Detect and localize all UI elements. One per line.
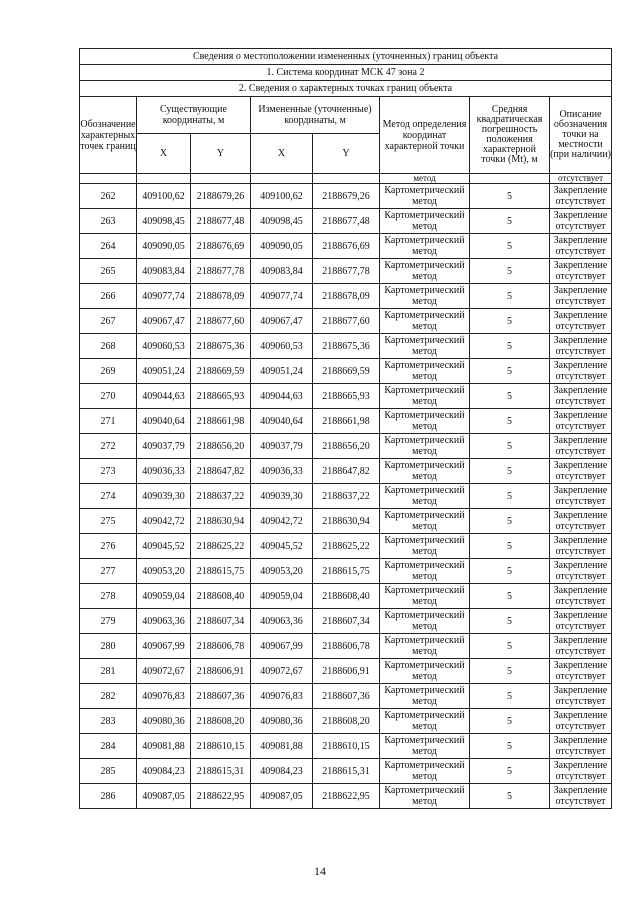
cell-method: Картометрический метод: [380, 434, 470, 459]
cell-precision: 5: [470, 509, 550, 534]
cell-existing-y: 2188622,95: [191, 784, 251, 809]
cell-description: Закрепление отсутствует: [550, 434, 612, 459]
cell-existing-x: 409044,63: [137, 384, 191, 409]
header-method: Метод определения координат характерной точки: [380, 97, 470, 174]
cell-existing-y: 2188608,40: [191, 584, 251, 609]
cell-existing-x: 409059,04: [137, 584, 191, 609]
cell-point-id: 263: [80, 209, 137, 234]
cell-description: Закрепление отсутствует: [550, 584, 612, 609]
cell-changed-y: 2188606,91: [313, 659, 380, 684]
cell-existing-y: 2188610,15: [191, 734, 251, 759]
table-row: [80, 734, 612, 759]
cell-method: Картометрический метод: [380, 359, 470, 384]
cell-precision: 5: [470, 484, 550, 509]
cell-description: Закрепление отсутствует: [550, 359, 612, 384]
cell-point-id: 262: [80, 184, 137, 209]
cell-method: Картометрический метод: [380, 559, 470, 584]
cell-empty: [137, 174, 191, 184]
cell-changed-y: 2188625,22: [313, 534, 380, 559]
cell-point-id: 280: [80, 634, 137, 659]
cell-existing-x: 409053,20: [137, 559, 191, 584]
table-row: [80, 509, 612, 534]
cell-description: Закрепление отсутствует: [550, 284, 612, 309]
cell-point-id: 270: [80, 384, 137, 409]
cell-existing-x: 409067,47: [137, 309, 191, 334]
cell-changed-y: 2188665,93: [313, 384, 380, 409]
cell-method: Картометрический метод: [380, 409, 470, 434]
cell-changed-y: 2188677,78: [313, 259, 380, 284]
cell-description: Закрепление отсутствует: [550, 334, 612, 359]
cell-existing-y: 2188615,75: [191, 559, 251, 584]
cell-point-id: 265: [80, 259, 137, 284]
cell-description: Закрепление отсутствует: [550, 184, 612, 209]
cell-precision: 5: [470, 359, 550, 384]
cell-changed-x: 409039,30: [251, 484, 313, 509]
table-row: [80, 284, 612, 309]
cell-precision: 5: [470, 734, 550, 759]
cell-precision: 5: [470, 234, 550, 259]
header-point: Обозначение характерных точек границ: [80, 97, 137, 174]
cell-existing-y: 2188677,60: [191, 309, 251, 334]
cell-changed-x: 409072,67: [251, 659, 313, 684]
cell-point-id: 278: [80, 584, 137, 609]
cell-changed-y: 2188615,75: [313, 559, 380, 584]
cell-existing-x: 409077,74: [137, 284, 191, 309]
cell-description: Закрепление отсутствует: [550, 409, 612, 434]
cell-point-id: 271: [80, 409, 137, 434]
cell-existing-y: 2188608,20: [191, 709, 251, 734]
cell-existing-y: 2188606,78: [191, 634, 251, 659]
cell-existing-y: 2188607,34: [191, 609, 251, 634]
cell-point-id: 281: [80, 659, 137, 684]
cell-method: Картометрический метод: [380, 634, 470, 659]
cell-description: Закрепление отсутствует: [550, 484, 612, 509]
cell-changed-x: 409060,53: [251, 334, 313, 359]
cell-point-id: 275: [80, 509, 137, 534]
cell-point-id: 276: [80, 534, 137, 559]
cell-existing-x: 409051,24: [137, 359, 191, 384]
table-row-continued: [80, 174, 612, 184]
cell-point-id: 268: [80, 334, 137, 359]
cell-changed-x: 409044,63: [251, 384, 313, 409]
cell-precision: 5: [470, 209, 550, 234]
cell-description: Закрепление отсутствует: [550, 309, 612, 334]
cell-empty: [470, 174, 550, 184]
page-number: 14: [314, 864, 326, 878]
cell-point-id: 282: [80, 684, 137, 709]
cell-method: Картометрический метод: [380, 509, 470, 534]
cell-changed-y: 2188608,40: [313, 584, 380, 609]
cell-precision: 5: [470, 259, 550, 284]
cell-existing-x: 409084,23: [137, 759, 191, 784]
cell-existing-y: 2188677,78: [191, 259, 251, 284]
cell-existing-x: 409040,64: [137, 409, 191, 434]
cell-changed-x: 409040,64: [251, 409, 313, 434]
cell-existing-y: 2188676,69: [191, 234, 251, 259]
cell-description: Закрепление отсутствует: [550, 259, 612, 284]
cell-changed-y: 2188608,20: [313, 709, 380, 734]
header-description: Описание обозначения точки на местности (при наличии): [550, 97, 612, 174]
cell-changed-y: 2188677,60: [313, 309, 380, 334]
cell-existing-y: 2188615,31: [191, 759, 251, 784]
cell-description: Закрепление отсутствует: [550, 734, 612, 759]
cell-existing-y: 2188607,36: [191, 684, 251, 709]
header-existing: Существующие координаты, м: [137, 97, 251, 134]
cell-method: Картометрический метод: [380, 484, 470, 509]
cell-precision: 5: [470, 459, 550, 484]
cell-point-id: 264: [80, 234, 137, 259]
cell-changed-y: 2188675,36: [313, 334, 380, 359]
table-row: [80, 434, 612, 459]
cell-method: Картометрический метод: [380, 709, 470, 734]
cell-method: Картометрический метод: [380, 534, 470, 559]
table-row: [80, 184, 612, 209]
table-row: [80, 334, 612, 359]
cell-existing-x: 409090,05: [137, 234, 191, 259]
cell-changed-x: 409081,88: [251, 734, 313, 759]
cell-existing-y: 2188630,94: [191, 509, 251, 534]
table-row: [80, 559, 612, 584]
cell-changed-x: 409053,20: [251, 559, 313, 584]
cell-method: Картометрический метод: [380, 659, 470, 684]
cell-changed-y: 2188678,09: [313, 284, 380, 309]
cell-precision: 5: [470, 684, 550, 709]
cell-changed-x: 409037,79: [251, 434, 313, 459]
cell-changed-x: 409080,36: [251, 709, 313, 734]
table-row: [80, 459, 612, 484]
cell-existing-y: 2188661,98: [191, 409, 251, 434]
cell-method: Картометрический метод: [380, 784, 470, 809]
cell-changed-x: 409036,33: [251, 459, 313, 484]
table-row: [80, 409, 612, 434]
table-row: [80, 784, 612, 809]
cell-existing-x: 409072,67: [137, 659, 191, 684]
cell-changed-x: 409098,45: [251, 209, 313, 234]
cell-precision: 5: [470, 784, 550, 809]
cell-changed-x: 409083,84: [251, 259, 313, 284]
boundary-points-table: [79, 48, 612, 809]
cell-changed-x: 409087,05: [251, 784, 313, 809]
cell-point-id: 285: [80, 759, 137, 784]
cell-precision: 5: [470, 284, 550, 309]
cell-changed-x: 409045,52: [251, 534, 313, 559]
cell-method: Картометрический метод: [380, 259, 470, 284]
cell-method: Картометрический метод: [380, 584, 470, 609]
cell-changed-x: 409063,36: [251, 609, 313, 634]
cell-empty: [251, 174, 313, 184]
cell-precision: 5: [470, 659, 550, 684]
cell-point-id: 274: [80, 484, 137, 509]
cell-method: Картометрический метод: [380, 309, 470, 334]
cell-empty: [313, 174, 380, 184]
cell-existing-x: 409036,33: [137, 459, 191, 484]
table-row: [80, 759, 612, 784]
cell-description: Закрепление отсутствует: [550, 384, 612, 409]
cell-changed-y: 2188679,26: [313, 184, 380, 209]
cell-description: Закрепление отсутствует: [550, 659, 612, 684]
cell-existing-x: 409076,83: [137, 684, 191, 709]
cell-changed-x: 409084,23: [251, 759, 313, 784]
header-existing-x: X: [137, 134, 191, 174]
table-row: [80, 634, 612, 659]
cell-existing-y: 2188678,09: [191, 284, 251, 309]
cell-point-id: 286: [80, 784, 137, 809]
coordinate-system-row: 1. Система координат МСК 47 зона 2: [80, 65, 612, 81]
cell-existing-x: 409100,62: [137, 184, 191, 209]
header-precision: Средняя квадратическая погрешность положения характерной точки (Mt), м: [470, 97, 550, 174]
cell-description: Закрепление отсутствует: [550, 559, 612, 584]
table-row: [80, 584, 612, 609]
cell-description: Закрепление отсутствует: [550, 209, 612, 234]
table-row: [80, 659, 612, 684]
cell-method: Картометрический метод: [380, 684, 470, 709]
cell-precision: 5: [470, 184, 550, 209]
cell-existing-y: 2188606,91: [191, 659, 251, 684]
cell-existing-x: 409081,88: [137, 734, 191, 759]
cell-precision: 5: [470, 384, 550, 409]
cell-existing-x: 409060,53: [137, 334, 191, 359]
cell-changed-x: 409076,83: [251, 684, 313, 709]
cell-point-id: 273: [80, 459, 137, 484]
cell-point-id: 279: [80, 609, 137, 634]
table-row: [80, 709, 612, 734]
header-changed-x: X: [251, 134, 313, 174]
cell-method: Картометрический метод: [380, 334, 470, 359]
table-row: [80, 484, 612, 509]
cell-existing-y: 2188679,26: [191, 184, 251, 209]
cell-method: Картометрический метод: [380, 734, 470, 759]
cell-precision: 5: [470, 409, 550, 434]
cell-precision: 5: [470, 434, 550, 459]
table-row: [80, 234, 612, 259]
cell-method: Картометрический метод: [380, 234, 470, 259]
cell-changed-x: 409090,05: [251, 234, 313, 259]
cell-point-id: 267: [80, 309, 137, 334]
cell-changed-y: 2188622,95: [313, 784, 380, 809]
cell-description: Закрепление отсутствует: [550, 634, 612, 659]
cell-point-id: 284: [80, 734, 137, 759]
table-row: [80, 259, 612, 284]
cell-changed-y: 2188615,31: [313, 759, 380, 784]
cell-empty: [191, 174, 251, 184]
cell-precision: 5: [470, 309, 550, 334]
table-row: [80, 534, 612, 559]
cell-description-continued: отсутствует: [550, 174, 612, 184]
cell-existing-x: 409098,45: [137, 209, 191, 234]
cell-precision: 5: [470, 559, 550, 584]
cell-existing-x: 409039,30: [137, 484, 191, 509]
cell-changed-y: 2188676,69: [313, 234, 380, 259]
cell-method: Картометрический метод: [380, 759, 470, 784]
cell-existing-x: 409067,99: [137, 634, 191, 659]
cell-description: Закрепление отсутствует: [550, 509, 612, 534]
cell-existing-y: 2188665,93: [191, 384, 251, 409]
cell-existing-y: 2188677,48: [191, 209, 251, 234]
table-row: [80, 309, 612, 334]
cell-point-id: 272: [80, 434, 137, 459]
cell-changed-y: 2188661,98: [313, 409, 380, 434]
cell-point-id: 283: [80, 709, 137, 734]
cell-method: Картометрический метод: [380, 209, 470, 234]
cell-changed-y: 2188647,82: [313, 459, 380, 484]
cell-method: Картометрический метод: [380, 184, 470, 209]
cell-description: Закрепление отсутствует: [550, 459, 612, 484]
cell-existing-x: 409063,36: [137, 609, 191, 634]
section-heading: 2. Сведения о характерных точках границ объекта: [80, 81, 612, 97]
cell-existing-x: 409037,79: [137, 434, 191, 459]
cell-changed-x: 409067,99: [251, 634, 313, 659]
cell-changed-y: 2188630,94: [313, 509, 380, 534]
cell-point-id: 277: [80, 559, 137, 584]
cell-existing-x: 409045,52: [137, 534, 191, 559]
cell-point-id: 266: [80, 284, 137, 309]
header-changed: Измененные (уточненные) координаты, м: [251, 97, 380, 134]
cell-method-continued: метод: [380, 174, 470, 184]
cell-existing-x: 409042,72: [137, 509, 191, 534]
cell-existing-y: 2188656,20: [191, 434, 251, 459]
cell-existing-y: 2188637,22: [191, 484, 251, 509]
cell-description: Закрепление отсутствует: [550, 709, 612, 734]
cell-method: Картометрический метод: [380, 459, 470, 484]
cell-changed-y: 2188606,78: [313, 634, 380, 659]
cell-precision: 5: [470, 584, 550, 609]
cell-changed-x: 409042,72: [251, 509, 313, 534]
cell-changed-y: 2188610,15: [313, 734, 380, 759]
cell-changed-x: 409100,62: [251, 184, 313, 209]
cell-precision: 5: [470, 334, 550, 359]
cell-changed-x: 409077,74: [251, 284, 313, 309]
cell-existing-x: 409083,84: [137, 259, 191, 284]
cell-existing-y: 2188675,36: [191, 334, 251, 359]
cell-changed-y: 2188669,59: [313, 359, 380, 384]
cell-changed-x: 409059,04: [251, 584, 313, 609]
header-changed-y: Y: [313, 134, 380, 174]
cell-changed-y: 2188656,20: [313, 434, 380, 459]
table-row: [80, 209, 612, 234]
cell-changed-y: 2188607,34: [313, 609, 380, 634]
cell-changed-x: 409067,47: [251, 309, 313, 334]
cell-method: Картометрический метод: [380, 384, 470, 409]
cell-description: Закрепление отсутствует: [550, 609, 612, 634]
table-row: [80, 384, 612, 409]
cell-description: Закрепление отсутствует: [550, 684, 612, 709]
cell-existing-x: 409087,05: [137, 784, 191, 809]
cell-empty: [80, 174, 137, 184]
cell-precision: 5: [470, 634, 550, 659]
table-title: Сведения о местоположении измененных (уточненных) границ объекта: [80, 49, 612, 65]
cell-existing-y: 2188669,59: [191, 359, 251, 384]
cell-method: Картометрический метод: [380, 284, 470, 309]
cell-changed-y: 2188637,22: [313, 484, 380, 509]
cell-precision: 5: [470, 609, 550, 634]
table-row: [80, 684, 612, 709]
cell-existing-y: 2188647,82: [191, 459, 251, 484]
cell-point-id: 269: [80, 359, 137, 384]
cell-existing-y: 2188625,22: [191, 534, 251, 559]
cell-precision: 5: [470, 709, 550, 734]
table-row: [80, 609, 612, 634]
cell-description: Закрепление отсутствует: [550, 784, 612, 809]
cell-changed-y: 2188677,48: [313, 209, 380, 234]
cell-description: Закрепление отсутствует: [550, 759, 612, 784]
cell-method: Картометрический метод: [380, 609, 470, 634]
cell-precision: 5: [470, 759, 550, 784]
header-existing-y: Y: [191, 134, 251, 174]
cell-changed-x: 409051,24: [251, 359, 313, 384]
table-row: [80, 359, 612, 384]
cell-existing-x: 409080,36: [137, 709, 191, 734]
cell-description: Закрепление отсутствует: [550, 234, 612, 259]
cell-description: Закрепление отсутствует: [550, 534, 612, 559]
cell-changed-y: 2188607,36: [313, 684, 380, 709]
cell-precision: 5: [470, 534, 550, 559]
